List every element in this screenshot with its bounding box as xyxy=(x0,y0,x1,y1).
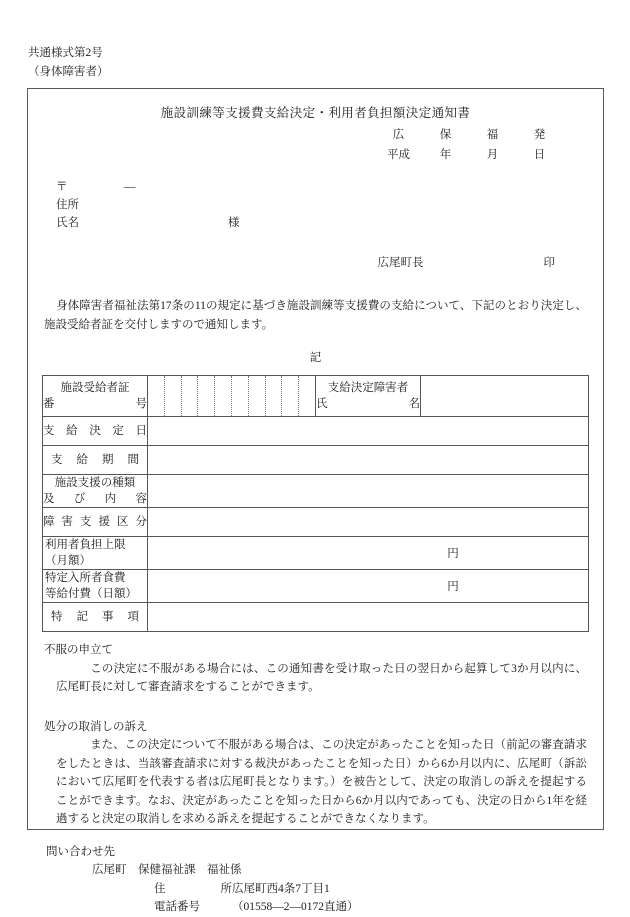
decision-date-label xyxy=(43,417,148,446)
doc-number-char-3: 福 xyxy=(486,129,499,141)
label-char: 間 xyxy=(127,454,139,466)
digit-box[interactable] xyxy=(266,376,283,416)
digit-box[interactable] xyxy=(165,376,182,416)
label-char: 事 xyxy=(102,611,114,623)
label-char: 給 xyxy=(66,425,78,437)
doc-number-char-4: 発 xyxy=(533,129,546,141)
recipient-name-label xyxy=(316,376,421,417)
payment-period-input-cell[interactable] xyxy=(148,446,589,475)
food-benefit-unit: 円 xyxy=(447,581,459,593)
contact-office: 広尾町 保健福祉課 福祉係 xyxy=(92,864,242,876)
table-row-user-burden xyxy=(43,537,589,570)
label-char: 日 xyxy=(135,425,147,437)
appeal-notice-section xyxy=(42,641,589,697)
table-row-food-benefit xyxy=(43,570,589,603)
label-char: 内 xyxy=(104,493,117,505)
postal-code-row xyxy=(56,178,589,196)
label-char: 容 xyxy=(135,493,147,505)
cert-number-input-cell[interactable] xyxy=(148,376,316,417)
label-char: 支 xyxy=(51,454,63,466)
issuer-block xyxy=(42,254,589,270)
recipient-name-label-shi: 氏 xyxy=(316,398,328,410)
recipient-name-label-line1: 支給決定障害者 xyxy=(327,382,409,394)
cert-number-label-line1: 施設受給者証 xyxy=(60,382,130,394)
revocation-notice-section xyxy=(42,718,589,829)
cert-number-digit-boxes[interactable] xyxy=(148,376,315,416)
doc-number-char-1: 広 xyxy=(392,129,405,141)
date-year: 年 xyxy=(439,149,452,161)
label-char: 期 xyxy=(102,454,114,466)
revocation-notice-heading: 処分の取消しの訴え xyxy=(44,720,148,733)
label-char: 記 xyxy=(76,611,88,623)
cert-number-label-line2 xyxy=(43,396,147,412)
name-row xyxy=(56,214,589,232)
body-paragraph xyxy=(42,297,589,335)
label-char: 所 xyxy=(220,882,232,895)
table-row-disability-class xyxy=(43,508,589,537)
cert-number-label-gou: 号 xyxy=(135,398,147,410)
revocation-notice-body xyxy=(44,736,587,829)
postal-dash: — xyxy=(124,181,136,193)
date-day: 日 xyxy=(533,149,546,161)
remarks-input-cell[interactable] xyxy=(148,603,589,632)
contact-heading: 問い合わせ先 xyxy=(46,845,115,858)
appeal-notice-text: この決定に不服がある場合には、この通知書を受け取った日の翌日から起算して3か月以内に、広尾町長に対して審査請求をすることができます。 xyxy=(56,662,587,693)
recipient-name-input-cell[interactable] xyxy=(421,376,589,417)
food-benefit-input-cell[interactable] xyxy=(148,570,589,603)
postal-mark: 〒 xyxy=(56,181,68,193)
appeal-notice-body xyxy=(44,660,587,697)
contact-address-row xyxy=(44,880,587,899)
recipient-name-label-mei: 名 xyxy=(408,398,420,410)
user-burden-input-cell[interactable] xyxy=(148,537,589,570)
label-char: 分 xyxy=(135,516,147,528)
table-row-payment-period xyxy=(43,446,589,475)
remarks-label xyxy=(43,603,148,632)
food-benefit-label-line2: 等給付費（日額） xyxy=(45,588,137,600)
label-char: 区 xyxy=(117,516,129,528)
document-frame xyxy=(27,88,604,913)
name-label: 氏名 xyxy=(56,217,79,229)
service-type-label-line1: 施設支援の種類 xyxy=(54,477,136,489)
table-row-cert-number xyxy=(43,376,589,417)
revocation-notice-text: また、この決定について不服がある場合は、この決定があったことを知った日（前記の審査請求をしたときは、当該審査請求に対する裁決があったことを知った日）から6か月以内に、広尾町（訴訟において広尾町を代表する者は広尾町長となります。）を被告として、決定の取消しの訴えを提起することができます。なお、決定があったことを知った日から6か月以内であっても、決定の日から1年を経過すると決定の取消しを求める訴えを提起することができなくなります。 xyxy=(56,739,587,825)
digit-box[interactable] xyxy=(148,376,165,416)
digit-box[interactable] xyxy=(182,376,199,416)
contact-phone-key: 電話番号 xyxy=(154,901,200,913)
label-char: 支 xyxy=(80,516,92,528)
date-era: 平成 xyxy=(387,149,410,161)
table-row-remarks xyxy=(43,603,589,632)
digit-box[interactable] xyxy=(198,376,215,416)
contact-phone-row xyxy=(44,898,587,917)
service-type-label-line2 xyxy=(43,491,147,507)
label-char: 障 xyxy=(43,516,55,528)
label-char: 及 xyxy=(43,493,55,505)
user-burden-label-line1: 利用者負担上限 xyxy=(45,539,126,551)
name-honorific: 様 xyxy=(228,217,240,229)
service-type-label xyxy=(43,475,148,508)
recipient-name-label-line2 xyxy=(316,396,420,412)
seal-mark: 印 xyxy=(543,257,555,269)
food-benefit-label-line1: 特定入所者食費 xyxy=(45,572,126,584)
label-char: 決 xyxy=(89,425,101,437)
contact-address-value: 広尾町西4条7丁目1 xyxy=(232,882,330,895)
form-code: 共通様式第2号 xyxy=(28,47,103,59)
label-char: 定 xyxy=(112,425,124,437)
cert-number-label xyxy=(43,376,148,417)
label-char: 特 xyxy=(51,611,63,623)
cert-number-label-ban: 番 xyxy=(43,398,55,410)
user-burden-label xyxy=(43,537,148,570)
food-benefit-label xyxy=(43,570,148,603)
document-date-line xyxy=(42,146,589,162)
appeal-notice-heading: 不服の申立て xyxy=(44,644,113,656)
table-row-service-type xyxy=(43,475,589,508)
issuer-title: 広尾町長 xyxy=(377,257,424,269)
label-char: 給 xyxy=(76,454,88,466)
user-burden-unit: 円 xyxy=(447,548,459,560)
digit-box[interactable] xyxy=(232,376,249,416)
label-char: 支 xyxy=(43,425,55,437)
contact-phone-value: （01558—2—0172直通） xyxy=(232,901,359,913)
ki-marker: 記 xyxy=(309,352,322,364)
label-char: 項 xyxy=(127,611,139,623)
form-header xyxy=(28,44,109,82)
digit-box[interactable] xyxy=(249,376,266,416)
service-type-input-cell[interactable] xyxy=(148,475,589,508)
date-month: 月 xyxy=(486,149,499,161)
digit-box[interactable] xyxy=(299,376,315,416)
body-paragraph-text: 身体障害者福祉法第17条の11の規定に基づき施設訓練等支援費の支給について、下記のとおり決定し、施設受給者証を交付しますので通知します。 xyxy=(44,300,587,331)
page-title: 施設訓練等支援費支給決定・利用者負担額決定通知書 xyxy=(160,106,471,120)
label-char: 住 xyxy=(154,882,166,895)
decision-date-input-cell[interactable] xyxy=(148,417,589,446)
form-category: （身体障害者） xyxy=(28,66,109,78)
contact-address-key xyxy=(154,880,232,899)
disability-class-label xyxy=(43,508,148,537)
label-char: 援 xyxy=(98,516,110,528)
doc-number-char-2: 保 xyxy=(439,129,452,141)
address-label: 住所 xyxy=(56,199,79,211)
user-burden-label-line2: （月額） xyxy=(45,555,91,567)
digit-box[interactable] xyxy=(282,376,299,416)
decision-table xyxy=(42,375,589,632)
digit-box[interactable] xyxy=(215,376,232,416)
disability-class-input-cell[interactable] xyxy=(148,508,589,537)
payment-period-label xyxy=(43,446,148,475)
table-row-decision-date xyxy=(43,417,589,446)
addressee-block xyxy=(42,178,589,232)
label-char: 害 xyxy=(61,516,73,528)
document-number-line xyxy=(42,126,589,142)
contact-section xyxy=(42,843,589,917)
label-char: び xyxy=(73,493,86,505)
